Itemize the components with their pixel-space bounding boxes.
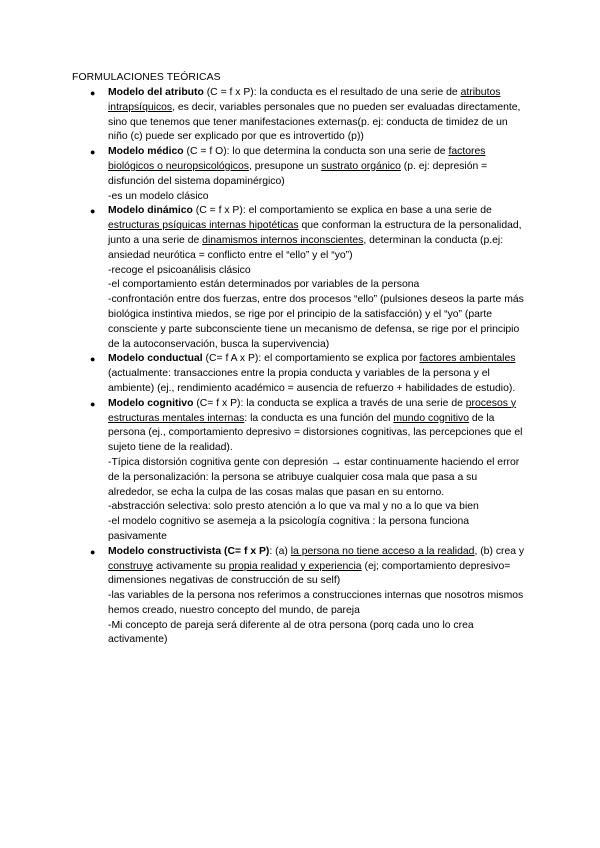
item-text: : (a) [269, 545, 291, 557]
item-text: : la conducta es el resultado de una serie de [253, 87, 461, 98]
item-underlined-term: dinamismos internos inconscientes [202, 234, 364, 246]
item-note: -abstracción selectiva: solo presto atención a lo que va mal y no a lo que va bien [108, 501, 479, 513]
item-name: Modelo del atributo [108, 87, 204, 98]
item-note: -confrontación entre dos fuerzas, entre dos procesos “ello” (pulsiones deseos la parte más biológica instintiva miedos, se rige por el principio de la satisfacción) y el “yo” (parte consciente y parte subconsciente tiene un mecanismo de defensa, se rige por el principio de la autoconservación, busca la supervivencia) [108, 294, 524, 350]
item-note: -el comportamiento están determinados por variables de la persona [108, 279, 420, 291]
item-underlined-term: construye [108, 560, 154, 572]
item-text: , presupone un [248, 160, 322, 172]
item-note: -las variables de la persona nos referimos a construcciones internas que nosotros mismos hemos creado, nuestro concepto del mundo, de pareja [108, 590, 524, 616]
item-text: (p. ej: depresión = disfunción del sistema dopaminérgico) [108, 160, 488, 187]
item-text: activamente su [153, 560, 229, 572]
item-formula: (C= f x P) [193, 397, 241, 409]
item-underlined-term: propia realidad y experiencia [228, 560, 362, 572]
item-name: Modelo médico [108, 146, 184, 158]
item-underlined-term: procesos y estructuras mentales internas [108, 397, 517, 424]
list-item-modelo-dinamico [90, 204, 526, 352]
item-text: , determinan la conducta (p.ej: ansiedad neurótica = conflicto entre el “ello” y el “yo”) [108, 234, 504, 261]
list-item-modelo-constructivista [90, 545, 526, 649]
item-underlined-term: factores biológicos o neuropsicológicos [108, 146, 486, 172]
item-text: que conforman la estructura de la personalidad, junto a una serie de [108, 220, 522, 246]
item-text: , es decir, variables personales que no pueden ser evaluadas directamente, sino que tenemos que tener manifestaciones externas(p. ej: conducta de timidez de un niño (c) puede ser explicado por que es introvertido (p)) [108, 101, 521, 143]
item-text: : la conducta es una función del [244, 412, 394, 424]
item-note: -Típica distorsión cognitiva gente con depresión → estar continuamente haciendo el error de la personalización: la persona se atribuye cualquier cosa mala que pasa a su alrededor, se echa la culpa de las cosas malas que pasan en su entorno. [108, 456, 520, 498]
item-formula: (C= f A x P) [202, 353, 259, 365]
item-note: -el modelo cognitivo se asemeja a la psicología cognitiva : la persona funciona pasivamente [108, 516, 469, 542]
item-text: : la conducta se explica a través de una serie de [240, 397, 466, 409]
item-name: Modelo constructivista (C= f x P) [108, 545, 270, 557]
model-list [90, 86, 526, 648]
item-name: Modelo conductual [108, 353, 203, 365]
list-item-modelo-atributo [90, 86, 526, 145]
item-underlined-term: factores ambientales [419, 353, 516, 365]
list-item-modelo-cognitivo [90, 397, 526, 545]
item-note: -recoge el psicoanálisis clásico [108, 264, 251, 276]
item-underlined-term: mundo cognitivo [393, 412, 470, 424]
item-text: : lo que determina la conducta son una serie de [226, 146, 449, 158]
item-text: , (b) crea y [474, 545, 525, 557]
item-underlined-term: la persona no tiene acceso a la realidad [290, 545, 475, 557]
list-item-modelo-conductual [90, 352, 526, 396]
item-text: : el comportamiento se explica en base a una serie de [242, 205, 492, 217]
item-underlined-term: sustrato orgánico [321, 160, 401, 172]
item-text: : el comportamiento se explica por [258, 353, 420, 365]
item-formula: (C = f x P) [203, 87, 254, 98]
item-name: Modelo dinámico [108, 205, 193, 217]
document-title: FORMULACIONES TEÓRICAS [72, 72, 221, 83]
item-text: de la persona (ej., comportamiento depresivo = distorsiones cognitivas, las percepciones que el sujeto tiene de la realidad). [108, 412, 523, 454]
item-text: (ej; comportamiento depresivo= dimensiones negativas de construcción de su self) [108, 560, 511, 587]
item-name: Modelo cognitivo [108, 397, 194, 409]
item-formula: (C = f O) [183, 146, 227, 158]
item-underlined-term: estructuras psíquicas internas hipotéticas [108, 220, 299, 232]
item-formula: (C = f x P) [192, 205, 243, 217]
list-item-modelo-medico [90, 145, 526, 204]
item-text: (actualmente: transacciones entre la propia conducta y variables de la persona y el ambiente) (ej., rendimiento académico = ausencia de refuerzo + habilidades de estudio). [108, 368, 516, 394]
item-note: -es un modelo clásico [108, 190, 209, 202]
item-underlined-term: atributos intrapsíquicos [108, 87, 501, 113]
item-note: -Mi concepto de pareja será diferente al de otra persona (porq cada uno lo crea activamente) [108, 619, 474, 646]
